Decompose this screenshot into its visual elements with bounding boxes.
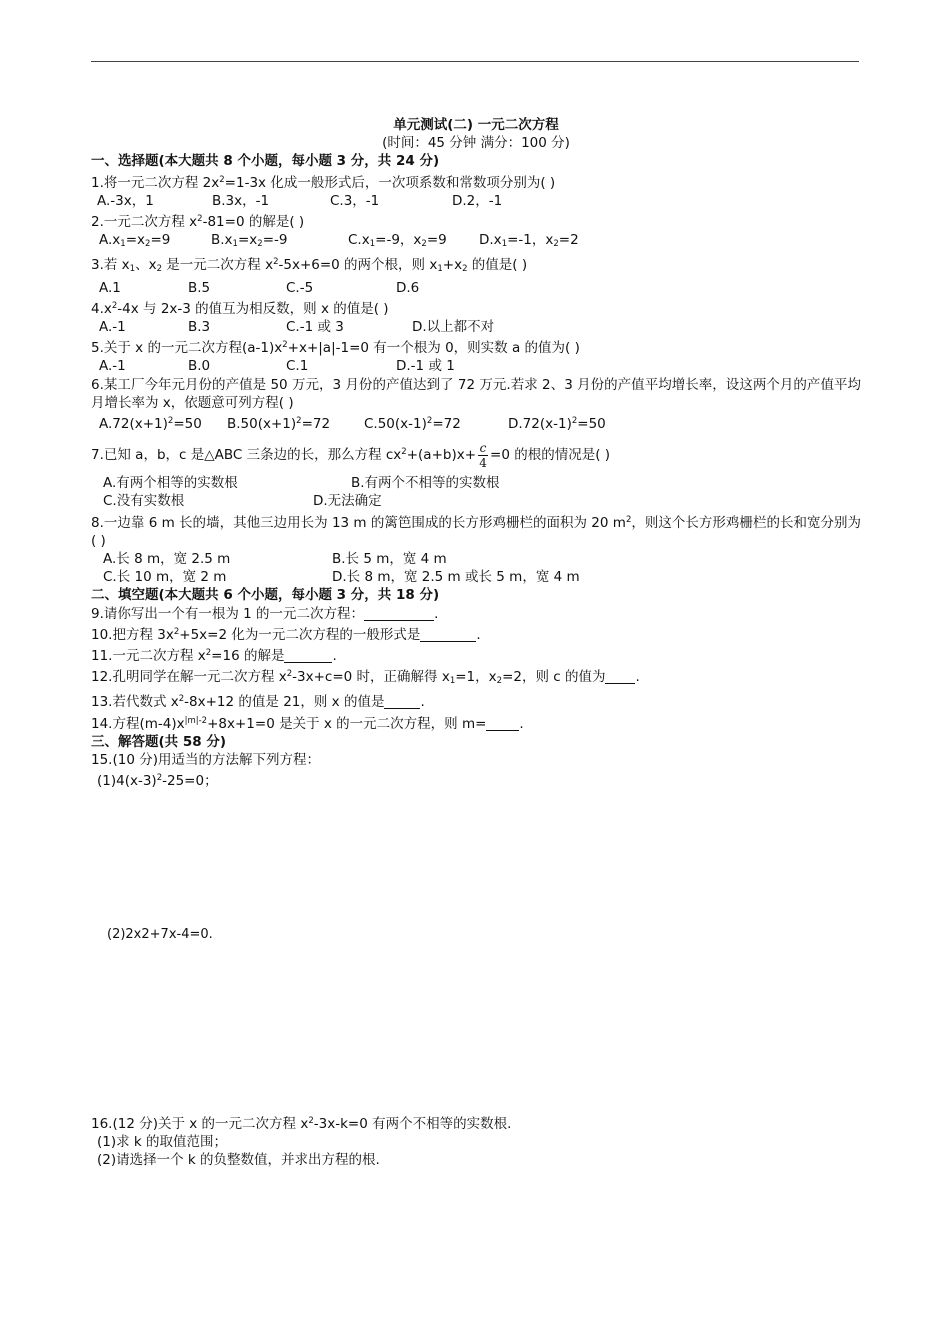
answer-blank[interactable] [420, 627, 476, 642]
exam-page [91, 116, 861, 1169]
section-fill-heading: 二、填空题(本大题共 6 个小题，每小题 3 分，共 18 分) [91, 587, 440, 604]
option-d: D.以上都不对 [412, 319, 495, 336]
question-6-options [91, 412, 861, 433]
question-15: 15.(10 分)用适当的方法解下列方程： [91, 752, 320, 769]
option-c: C.没有实数根 [103, 493, 185, 510]
question-16-part-2: (2)请选择一个 k 的负整数值，并求出方程的根. [97, 1152, 380, 1169]
question-15-part-1: $(1)4(x-3)^2-25=0$； [97, 773, 218, 790]
option-c: C.3，-1 [330, 192, 380, 209]
option-c: $C.x_1=-9$，$x_2=9$ [348, 232, 447, 250]
option-d: $D.x_1=-1$，$x_2=2$ [479, 232, 579, 250]
answer-blank[interactable] [605, 669, 635, 684]
option-d: D.无法确定 [313, 493, 382, 510]
option-a: A.有两个相等的实数根 [103, 475, 238, 492]
answer-blank[interactable] [364, 606, 434, 621]
option-a: A.-3x，1 [97, 192, 154, 209]
option-a: $A.x_1=x_2=9$ [99, 232, 171, 250]
question-12: 12.孔明同学在解一元二次方程 $x^2-3x+c=0$ 时，正确解得 $x_1=1$，$x_2=2$，则 c 的值为 . [91, 669, 640, 687]
option-a: A.长 8 m，宽 2.5 m [103, 551, 231, 568]
option-d: D.-1 或 1 [396, 358, 455, 375]
fraction-c-over-4: $\frac{c}{4}$ [479, 440, 487, 470]
option-c: C.1 [286, 358, 309, 375]
exam-subtitle: (时间：45 分钟 满分：100 分) [382, 135, 570, 152]
question-2-options [91, 231, 861, 253]
option-c: C.-5 [286, 279, 314, 296]
question-5: 5.关于 x 的一元二次方程$(a-1)x^2+x+|a|-1=0$ 有一个根为 0，则实数 a 的值为( ) [91, 340, 580, 357]
option-d: D.6 [396, 279, 420, 296]
option-c: C.长 10 m，宽 2 m [103, 569, 227, 586]
question-1-options [91, 192, 861, 210]
answer-blank[interactable] [486, 716, 519, 731]
question-7: 7.已知 a，b，c 是△ABC 三条边的长，那么方程 $cx^2+(a+b)x+$ $\frac{c}{4}$ =0 的根的情况是( ) [91, 440, 611, 470]
option-b: B.0 [188, 358, 211, 375]
question-8: 8.一边靠 6 m 长的墙，其他三边用长为 13 m 的篱笆围成的长方形鸡栅栏的面积为 20 $m^2$，则这个长方形鸡栅栏的长和宽分别为( ) [91, 514, 862, 549]
answer-blank[interactable] [284, 648, 332, 663]
answer-blank[interactable] [384, 694, 420, 709]
option-b: $B.x_1=x_2=-9$ [211, 232, 288, 250]
question-13: 13.若代数式 $x^2-8x+12$ 的值是 21，则 x 的值是 . [91, 694, 425, 711]
option-b: B.3 [188, 319, 211, 336]
question-14: 14.方程$(m-4)x^{|m|-2}+8x+1=0$ 是关于 x 的一元二次方程，则 m= . [91, 715, 524, 732]
question-8-options-row1 [91, 550, 861, 568]
question-7-options-row1 [91, 474, 861, 492]
option-b: B.有两个不相等的实数根 [351, 475, 500, 492]
option-c: C.-1 或 3 [286, 319, 344, 336]
question-11: 11.一元二次方程 $x^2=16$ 的解是 . [91, 648, 337, 665]
exam-title: 单元测试(二) 一元二次方程 [393, 117, 559, 133]
section-solve-heading: 三、解答题(共 58 分) [91, 733, 227, 750]
question-6: 6.某工厂今年元月份的产值是 50 万元，3 月份的产值达到了 72 万元.若求 2、3 月份的产值平均增长率，设这两个月的产值平均月增长率为 x，依题意可列方程( ) [91, 376, 861, 411]
question-4-options [91, 318, 861, 336]
option-b: B.长 5 m，宽 4 m [332, 551, 447, 568]
question-9: 9.请你写出一个有一根为 1 的一元二次方程： . [91, 605, 439, 622]
option-b: B.3x，-1 [212, 192, 270, 209]
option-d: D.长 8 m，宽 2.5 m 或长 5 m，宽 4 m [332, 569, 580, 586]
option-b: $B.50(x+1)^2=72$ [227, 416, 331, 433]
question-1: 1.将一元二次方程 $2x^2=1-3x$ 化成一般形式后，一次项系数和常数项分别为( ) [91, 174, 556, 191]
option-a: A.-1 [99, 319, 126, 336]
option-c: $C.50(x-1)^2=72$ [364, 416, 461, 433]
option-a: A.1 [99, 279, 121, 296]
section-choice-heading: 一、选择题(本大题共 8 个小题，每小题 3 分，共 24 分) [91, 153, 440, 170]
question-15-part-2: (2)2x2+7x-4=0. [107, 926, 213, 942]
question-2: 2.一元二次方程 $x^2-81=0$ 的解是( ) [91, 214, 305, 231]
question-16-part-1: (1)求 k 的取值范围； [97, 1133, 228, 1150]
option-a: $A.72(x+1)^2=50$ [99, 416, 202, 433]
option-d: $D.72(x-1)^2=50$ [508, 416, 606, 433]
question-3-options [91, 279, 861, 297]
question-16: 16.(12 分)关于 x 的一元二次方程 $x^2-3x-k=0$ 有两个不相等的实数根. [91, 1115, 512, 1132]
question-4: $4.x^2-4x$ 与 2x-3 的值互为相反数，则 x 的值是( ) [91, 300, 389, 317]
question-8-options-row2 [91, 568, 861, 586]
option-d: D.2，-1 [452, 192, 503, 209]
question-3: 3.若 $x_1$、$x_2$ 是一元二次方程 $x^2-5x+6=0$ 的两个根，则 $x_1+x_2$ 的值是( ) [91, 257, 528, 275]
option-b: B.5 [188, 279, 211, 296]
question-5-options [91, 357, 861, 375]
header-rule [91, 61, 859, 62]
option-a: A.-1 [99, 358, 126, 375]
question-7-options-row2 [91, 492, 861, 510]
question-10: 10.把方程 $3x^2+5x=2$ 化为一元二次方程的一般形式是 . [91, 626, 481, 643]
